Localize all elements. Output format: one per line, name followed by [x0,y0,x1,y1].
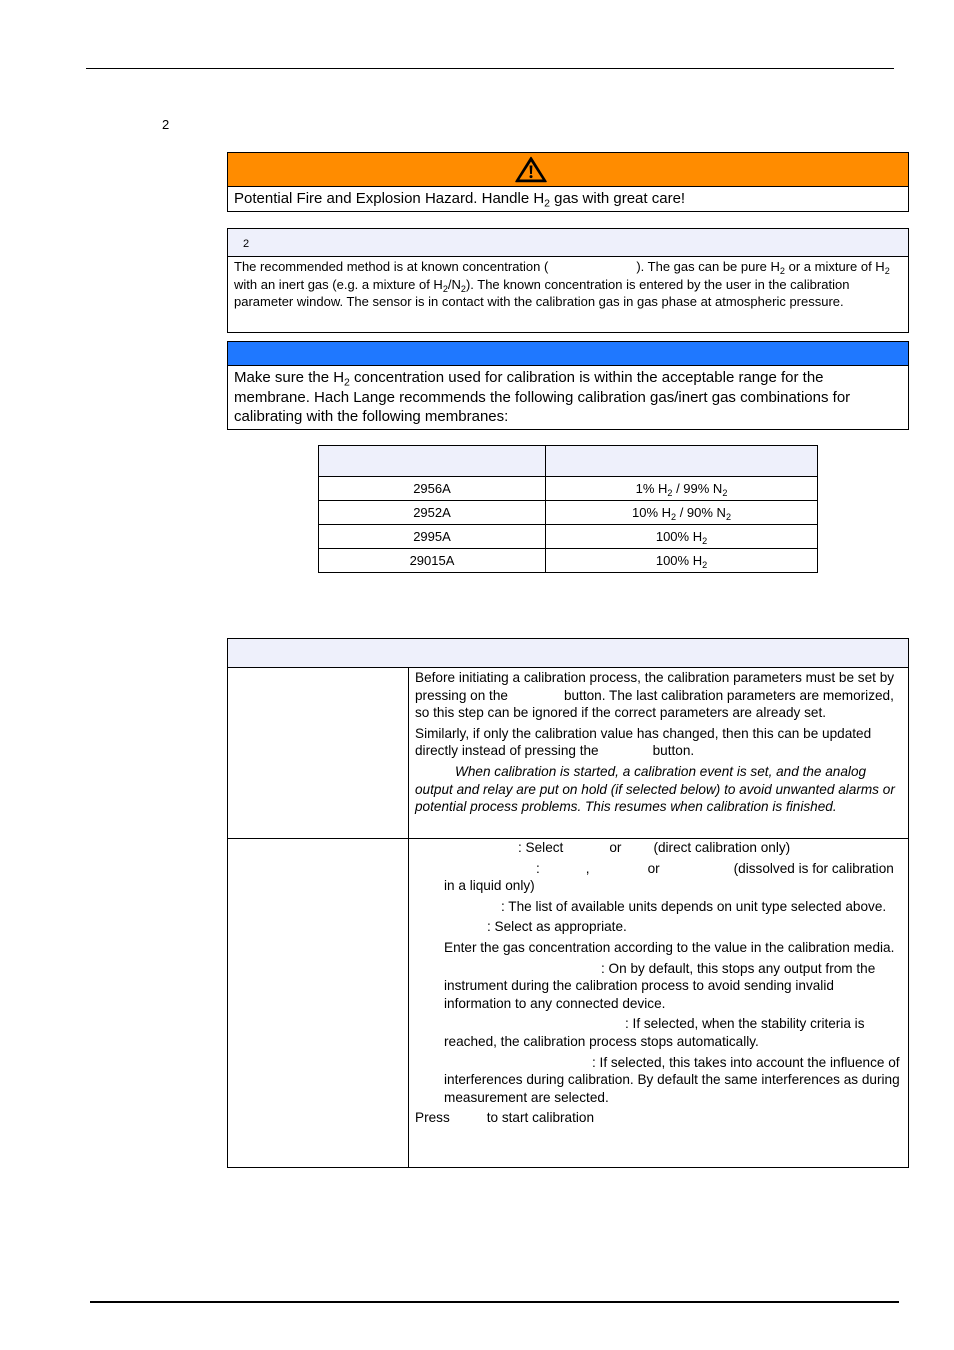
setting-line: : Select as appropriate. [487,919,627,935]
membrane-cell: 29015A [319,549,546,573]
calibration-step-cell [228,839,409,1167]
gas-cell: 10% $H_2 / 90\%$ $N_2$ [546,501,818,525]
calibration-table [227,638,909,1168]
calibration-step-cell [228,668,409,838]
setting-line: Enter the gas concentration according to the value in the calibration media. [444,939,895,955]
table-row [319,525,818,549]
membrane-cell: 2995A [319,525,546,549]
note-header-sub: 2 [243,238,250,250]
table-row [319,501,818,525]
gas-cell: 100% $H_2$ [546,525,818,549]
calibration-settings-cell [409,839,908,1127]
gas-column-header [546,446,818,477]
warning-box [227,152,909,212]
warning-text: Potential Fire and Explosion Hazard. Handle $H_2$ gas with great care! [234,190,686,210]
note-box [227,228,909,333]
warning-triangle-icon [515,156,547,183]
calibration-row-settings [228,839,908,1167]
table-row [319,549,818,573]
gas-cell: 100% $H_2$ [546,549,818,573]
gas-cell: 1% $H_2 / 99\%$ $N_2$ [546,477,818,501]
warning-header [228,153,908,187]
note-text: The recommended method is at known concentration ( ). The gas can be pure $H_2$ or a mixture of $H_2$ with an inert gas (e.g. a mixture of $H_2/N_2$). The known concentration is entered by the user in the calibration parameter window. The sensor is in contact with the calibration gas in gas phase at atmospheric pressure. [234,259,890,309]
setting-line: : On by default, this stops any output from the instrument during the calibration process to avoid sending invalid information to any connected device. [444,960,876,1011]
setting-line: : Select or (direct calibration only) [518,840,791,855]
membrane-column-header [319,446,546,477]
calibration-paragraph: Before initiating a calibration process, the calibration parameters must be set by pressing on the button. The last calibration parameters are memorized, so this step can be ignored if the correct parameters are already set. [415,670,895,721]
calibration-row-parameters [228,668,908,839]
setting-line: : If selected, when the stability criteria is reached, the calibration process stops automatically. [444,1016,865,1049]
calibration-table-header [228,639,908,668]
notice-text: Make sure the $H_2$ concentration used for calibration is within the acceptable range for the membrane. Hach Lange recommends the following calibration gas/inert gas combinations for calibrating with the following membranes: [234,369,851,425]
notice-header [228,342,908,366]
setting-line: Press to start calibration [415,1110,595,1126]
membrane-cell: 2956A [319,477,546,501]
membrane-cell: 2952A [319,501,546,525]
setting-line: : If selected, this takes into account the influence of interferences during calibration. By default the same interferences as during measurement are selected. [444,1054,900,1105]
section-number: 2 [162,117,170,132]
calibration-paragraph: Similarly, if only the calibration value has changed, then this can be updated directly instead of pressing the button. [415,725,872,759]
setting-line: : The list of available units depends on unit type selected above. [501,898,887,914]
calibration-description-cell [409,668,908,816]
table-row [319,477,818,501]
setting-line: : , or (dissolved is for calibration in a liquid only) [444,860,894,894]
notice-box [227,341,909,430]
calibration-note: When calibration is started, a calibration event is set, and the analog output and relay are put on hold (if selected below) to avoid unwanted alarms or potential process problems. This resumes when calibration is finished. [415,763,895,815]
note-header [228,229,908,257]
header-rule [86,68,894,69]
membrane-gas-table [318,445,818,573]
footer-rule [90,1301,899,1303]
